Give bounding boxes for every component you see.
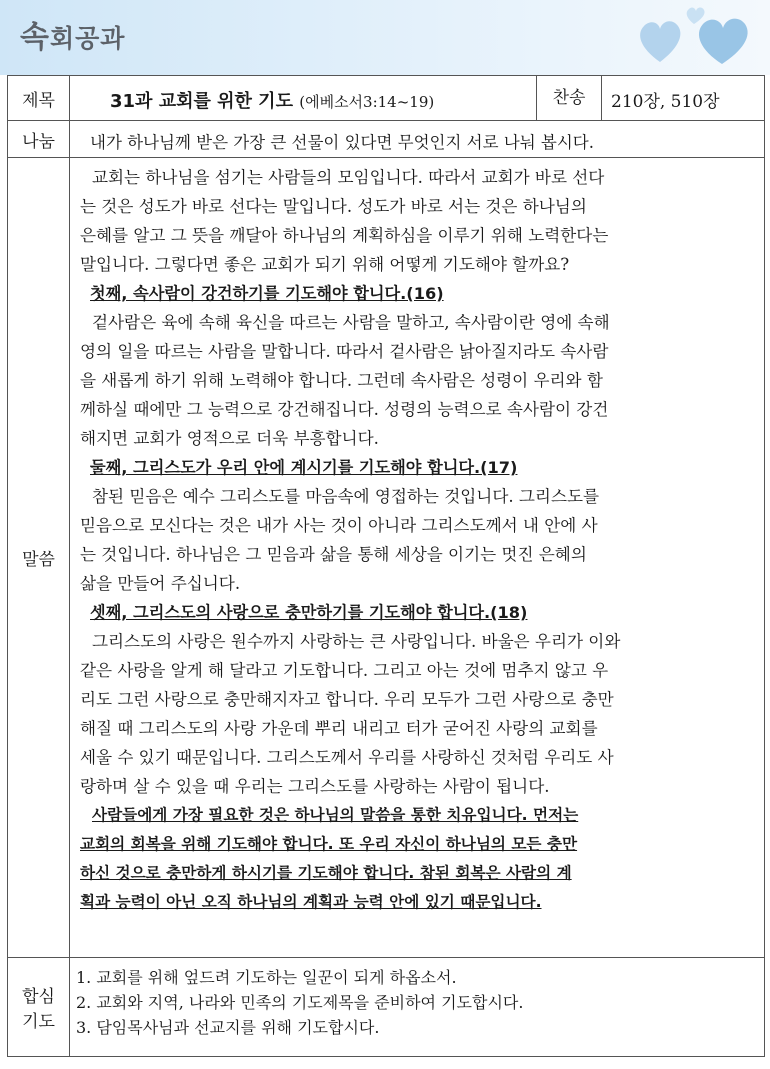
body-line: 세울 수 있기 때문입니다. 그리스도께서 우리를 사랑하신 것처럼 우리도 사 xyxy=(80,748,614,767)
word-body xyxy=(70,158,765,958)
word-row xyxy=(8,158,765,958)
lesson-table xyxy=(7,75,765,1057)
summary-line: 사람들에게 가장 필요한 것은 하나님의 말씀을 통한 치유입니다. 먼저는 xyxy=(92,806,579,824)
hymn-value: 210장, 510장 xyxy=(611,92,720,112)
body-line: 은혜를 알고 그 뜻을 깨달아 하나님의 계획하심을 이루기 위해 노력한다는 xyxy=(80,226,609,245)
title-row xyxy=(8,76,765,121)
body-line: 교회는 하나님을 섬기는 사람들의 모임입니다. 따라서 교회가 바로 선다 xyxy=(92,168,605,187)
body-line: 영의 일을 따르는 사람을 말합니다. 따라서 겉사람은 낡아질지라도 속사람 xyxy=(80,342,609,361)
section-title-rest: 회공과 xyxy=(49,24,126,53)
body-line: 는 것입니다. 하나님은 그 믿음과 삶을 통해 세상을 이기는 멋진 은혜의 xyxy=(80,545,587,564)
body-line: 말입니다. 그렇다면 좋은 교회가 되기 위해 어떻게 기도해야 할까요? xyxy=(80,255,570,274)
body-line: 믿음으로 모신다는 것은 내가 사는 것이 아니라 그리스도께서 내 안에 사 xyxy=(80,516,598,535)
section-heading: 첫째, 속사람이 강건하기를 기도해야 합니다.(16) xyxy=(90,284,444,303)
prayer-item: 2. 교회와 지역, 나라와 민족의 기도제목을 준비하여 기도합시다. xyxy=(76,993,524,1012)
share-label: 나눔 xyxy=(8,121,70,158)
section-heading: 둘째, 그리스도가 우리 안에 계시기를 기도해야 합니다.(17) xyxy=(90,458,518,477)
summary-line: 교회의 회복을 위해 기도해야 합니다. 또 우리 자신이 하나님의 모든 충만 xyxy=(80,835,578,853)
hymn-label: 찬송 xyxy=(537,76,602,120)
body-line: 는 것은 성도가 바로 선다는 말입니다. 성도가 바로 서는 것은 하나님의 xyxy=(80,197,587,216)
lesson-title xyxy=(110,87,434,113)
scripture-reference: (에베소서3:14~19) xyxy=(299,93,435,111)
prayer-row xyxy=(8,958,765,1057)
prayer-item: 1. 교회를 위해 엎드려 기도하는 일꾼이 되게 하옵소서. xyxy=(76,968,457,987)
summary-line: 획과 능력이 아닌 오직 하나님의 계획과 능력 안에 있기 때문입니다. xyxy=(80,893,542,911)
section-title-big: 속 xyxy=(20,20,50,55)
title-label: 제목 xyxy=(8,76,70,121)
prayer-item: 3. 담임목사님과 선교지를 위해 기도합시다. xyxy=(76,1018,380,1037)
body-line: 그리스도의 사랑은 원수까지 사랑하는 큰 사랑입니다. 바울은 우리가 이와 xyxy=(92,632,621,651)
prayer-list xyxy=(70,958,765,1057)
share-question: 내가 하나님께 받은 가장 큰 선물이 있다면 무엇인지 서로 나눠 봅시다. xyxy=(90,133,594,152)
summary-line: 하신 것으로 충만하게 하시기를 기도해야 합니다. 참된 회복은 사람의 계 xyxy=(80,864,572,882)
body-line: 리도 그런 사랑으로 충만해지자고 합니다. 우리 모두가 그런 사랑으로 충만 xyxy=(80,690,614,709)
body-line: 참된 믿음은 예수 그리스도를 마음속에 영접하는 것입니다. 그리스도를 xyxy=(92,487,600,506)
section-heading: 셋째, 그리스도의 사랑으로 충만하기를 기도해야 합니다.(18) xyxy=(90,603,528,622)
section-title xyxy=(20,12,125,56)
title-cell xyxy=(70,76,765,121)
lesson-title-text: 31과 교회를 위한 기도 xyxy=(110,91,293,112)
body-line: 해질 때 그리스도의 사랑 가운데 뿌리 내리고 터가 굳어진 사랑의 교회를 xyxy=(80,719,598,738)
hymn-box xyxy=(536,76,763,120)
prayer-label xyxy=(8,958,70,1057)
heart-decoration-icon xyxy=(630,4,760,70)
share-row xyxy=(8,121,765,158)
body-line: 해지면 교회가 영적으로 더욱 부흥합니다. xyxy=(80,429,379,448)
body-line: 삶을 만들어 주십니다. xyxy=(80,574,241,593)
body-line: 겉사람은 육에 속해 육신을 따르는 사람을 말하고, 속사람이란 영에 속해 xyxy=(92,313,610,332)
prayer-label-line2: 기도 xyxy=(22,1012,55,1032)
body-line: 같은 사랑을 알게 해 달라고 기도합니다. 그리고 아는 것에 멈추지 않고 우 xyxy=(80,661,609,680)
share-cell xyxy=(70,121,765,158)
header-banner xyxy=(0,0,770,75)
body-line: 랑하며 살 수 있을 때 우리는 그리스도를 사랑하는 사람이 됩니다. xyxy=(80,777,550,796)
body-line: 께하실 때에만 그 능력으로 강건해집니다. 성령의 능력으로 속사람이 강건 xyxy=(80,400,609,419)
word-label: 말씀 xyxy=(8,158,70,958)
prayer-label-line1: 합심 xyxy=(22,987,55,1007)
body-line: 을 새롭게 하기 위해 노력해야 합니다. 그런데 속사람은 성령이 우리와 함 xyxy=(80,371,603,390)
